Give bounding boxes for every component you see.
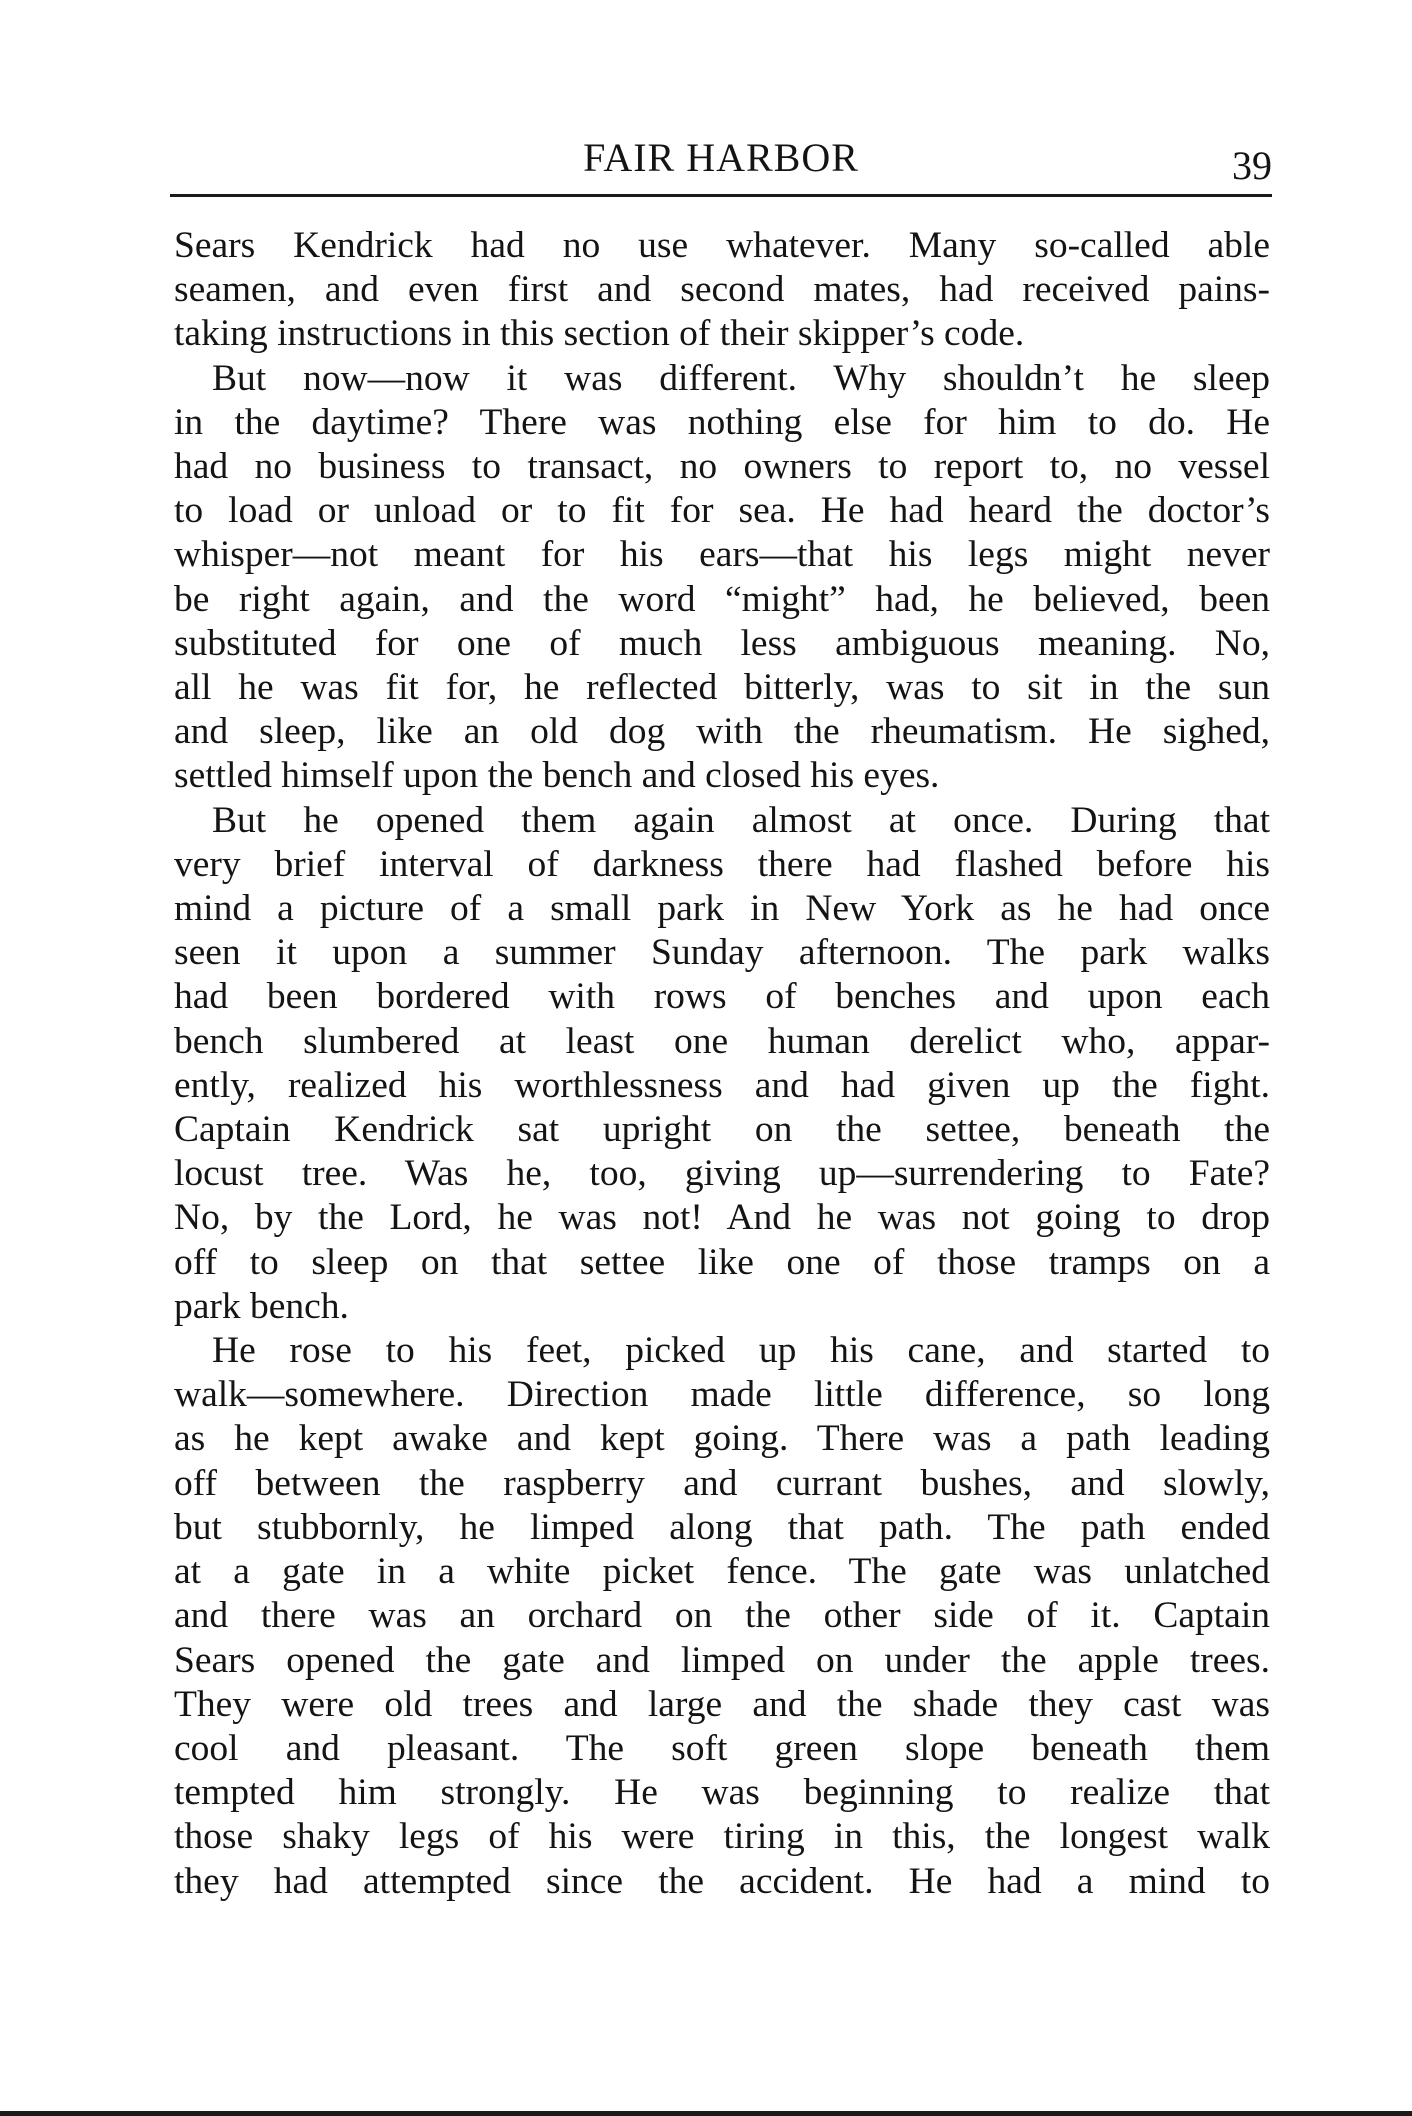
text-line: locust tree. Was he, too, giving up—surrendering to Fate? bbox=[174, 1153, 1270, 1195]
paragraph bbox=[174, 1329, 1270, 1904]
text-line: and there was an orchard on the other side of it. Captain bbox=[174, 1595, 1270, 1637]
body-text bbox=[174, 224, 1270, 1904]
text-line: those shaky legs of his were tiring in this, the longest walk bbox=[174, 1816, 1270, 1858]
text-line: cool and pleasant. The soft green slope beneath them bbox=[174, 1727, 1270, 1769]
text-line: But now—now it was different. Why shouldn’t he sleep bbox=[212, 357, 1270, 399]
text-line: to load or unload or to fit for sea. He had heard the doctor’s bbox=[174, 490, 1270, 532]
text-line: park bench. bbox=[174, 1285, 349, 1327]
text-line: tempted him strongly. He was beginning to realize that bbox=[174, 1772, 1270, 1814]
paragraph bbox=[174, 799, 1270, 1329]
page-number: 39 bbox=[1232, 143, 1272, 188]
text-line: He rose to his feet, picked up his cane, and started to bbox=[212, 1330, 1270, 1372]
running-head: FAIR HARBOR bbox=[583, 135, 859, 180]
text-line: off to sleep on that settee like one of those tramps on a bbox=[174, 1241, 1270, 1283]
text-line: at a gate in a white picket fence. The gate was unlatched bbox=[174, 1551, 1270, 1593]
text-line: in the daytime? There was nothing else for him to do. He bbox=[174, 401, 1270, 443]
text-line: But he opened them again almost at once. During that bbox=[212, 799, 1270, 841]
text-line: Captain Kendrick sat upright on the settee, beneath the bbox=[174, 1109, 1270, 1151]
text-line: walk—somewhere. Direction made little difference, so long bbox=[174, 1374, 1270, 1416]
text-line: but stubbornly, he limped along that path. The path ended bbox=[174, 1506, 1270, 1548]
text-line: mind a picture of a small park in New York as he had once bbox=[174, 888, 1270, 930]
text-line: No, by the Lord, he was not! And he was not going to drop bbox=[174, 1197, 1270, 1239]
text-line: taking instructions in this section of their skipper’s code. bbox=[174, 313, 1025, 355]
text-line: whisper—not meant for his ears—that his legs might never bbox=[174, 534, 1270, 576]
text-line: off between the raspberry and currant bushes, and slowly, bbox=[174, 1462, 1270, 1504]
text-line: had been bordered with rows of benches and upon each bbox=[174, 976, 1270, 1018]
text-line: very brief interval of darkness there had flashed before his bbox=[174, 843, 1270, 885]
page-header bbox=[170, 128, 1272, 197]
text-line: all he was fit for, he reflected bitterly, was to sit in the sun bbox=[174, 667, 1270, 709]
text-line: substituted for one of much less ambiguous meaning. No, bbox=[174, 622, 1270, 664]
text-line: bench slumbered at least one human derelict who, appar- bbox=[174, 1020, 1270, 1062]
paragraph bbox=[174, 224, 1270, 357]
paragraph bbox=[174, 357, 1270, 799]
text-line: settled himself upon the bench and closed his eyes. bbox=[174, 755, 940, 797]
text-line: seen it upon a summer Sunday afternoon. The park walks bbox=[174, 932, 1270, 974]
text-line: ently, realized his worthlessness and had given up the fight. bbox=[174, 1064, 1270, 1106]
text-line: and sleep, like an old dog with the rheumatism. He sighed, bbox=[174, 711, 1270, 753]
text-line: had no business to transact, no owners to report to, no vessel bbox=[174, 446, 1270, 488]
text-line: Sears Kendrick had no use whatever. Many so-called able bbox=[174, 225, 1270, 266]
text-line: they had attempted since the accident. He had a mind to bbox=[174, 1860, 1270, 1902]
text-line: Sears opened the gate and limped on under the apple trees. bbox=[174, 1639, 1270, 1681]
text-line: They were old trees and large and the shade they cast was bbox=[174, 1683, 1270, 1725]
bottom-rule bbox=[0, 2111, 1412, 2116]
text-line: as he kept awake and kept going. There was a path leading bbox=[174, 1418, 1270, 1460]
text-line: seamen, and even first and second mates, had received pains- bbox=[174, 269, 1270, 311]
text-line: be right again, and the word “might” had, he believed, been bbox=[174, 578, 1270, 620]
